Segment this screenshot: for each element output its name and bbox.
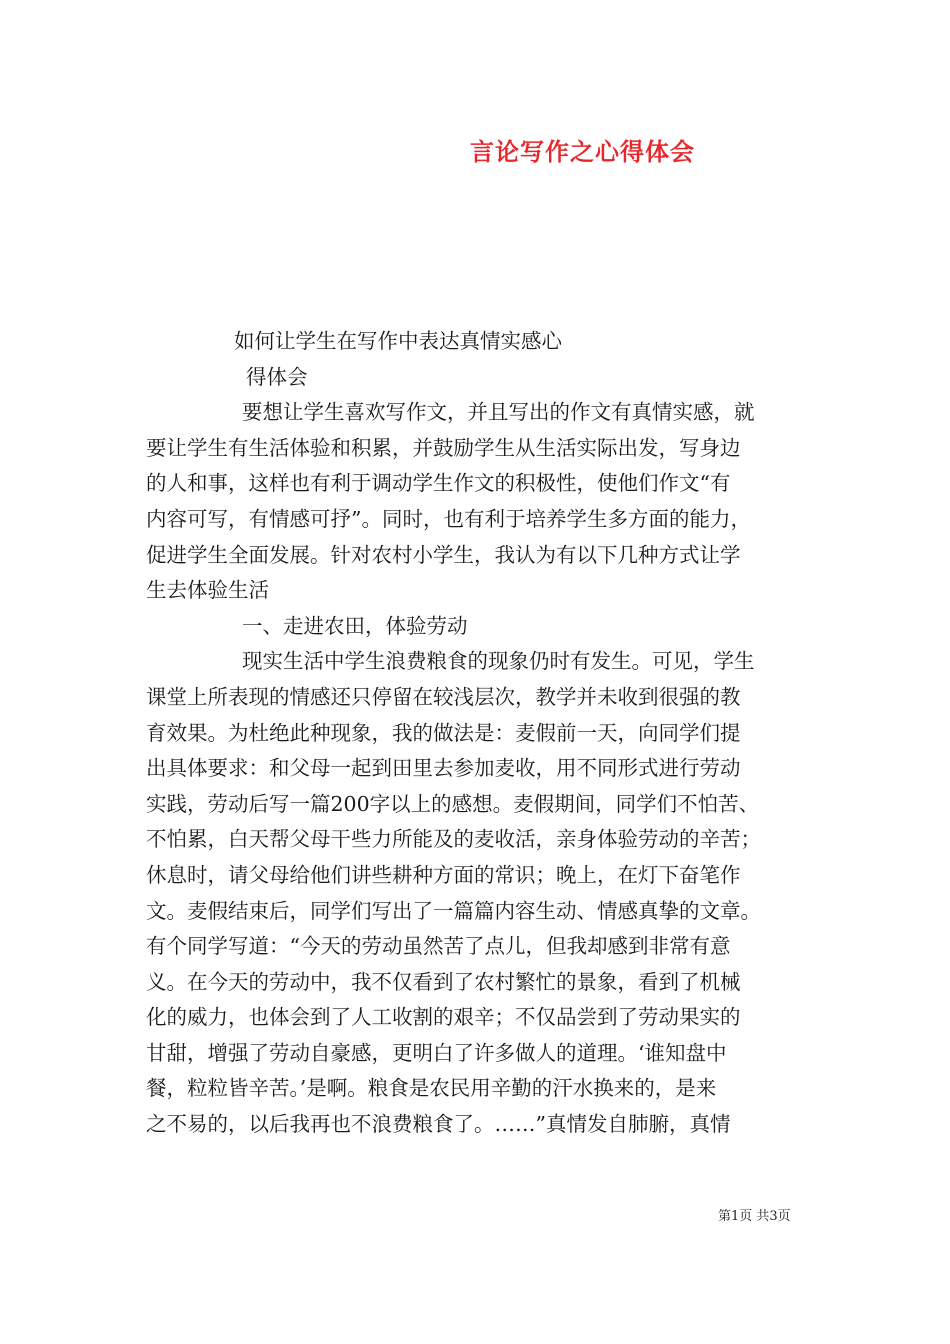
paragraph-line: 课堂上所表现的情感还只停留在较浅层次，教学并未收到很强的教 [146, 684, 741, 709]
page-number-footer: 第1页 共3页 [718, 1209, 791, 1224]
subtitle-line-2: 得体会 [246, 364, 308, 389]
subtitle-line-1: 如何让学生在写作中表达真情实感心 [234, 329, 562, 353]
paragraph-line: 内容可写，有情感可抒”。同时，也有利于培养学生多方面的能力， [146, 506, 751, 531]
paragraph-line: 餐，粒粒皆辛苦。’是啊。粮食是农民用辛勤的汗水换来的，是来 [146, 1076, 717, 1101]
paragraph-line: 实践，劳动后写一篇200字以上的感想。麦假期间，同学们不怕苦、 [146, 791, 760, 816]
paragraph-line: 的人和事，这样也有利于调动学生作文的积极性，使他们作文“有 [146, 471, 731, 496]
paragraph-line: 文。麦假结束后，同学们写出了一篇篇内容生动、情感真挚的文章。 [146, 898, 761, 923]
section-heading: 一、走进农田，体验劳动 [242, 613, 468, 638]
paragraph-line: 现实生活中学生浪费粮食的现象仍时有发生。可见，学生 [242, 649, 755, 674]
paragraph-line: 休息时，请父母给他们讲些耕种方面的常识；晚上，在灯下奋笔作 [146, 862, 741, 887]
paragraph-line: 生去体验生活 [146, 578, 269, 603]
paragraph-line: 化的威力，也体会到了人工收割的艰辛；不仅品尝到了劳动果实的 [146, 1005, 741, 1030]
paragraph-line: 出具体要求：和父母一起到田里去参加麦收，用不同形式进行劳动 [146, 756, 741, 781]
document-title: 言论写作之心得体会 [470, 137, 695, 166]
paragraph-line: 甘甜，增强了劳动自豪感，更明白了许多做人的道理。‘谁知盘中 [146, 1040, 727, 1065]
paragraph-line: 促进学生全面发展。针对农村小学生，我认为有以下几种方式让学 [146, 542, 741, 567]
paragraph-line: 要让学生有生活体验和积累，并鼓励学生从生活实际出发，写身边 [146, 435, 741, 460]
paragraph-line: 义。在今天的劳动中，我不仅看到了农村繁忙的景象，看到了机械 [146, 969, 741, 994]
paragraph-line: 不怕累，白天帮父母干些力所能及的麦收活，亲身体验劳动的辛苦； [146, 827, 761, 852]
paragraph-line: 要想让学生喜欢写作文，并且写出的作文有真情实感，就 [242, 400, 755, 425]
paragraph-line: 有个同学写道：“今天的劳动虽然苦了点儿，但我却感到非常有意 [146, 934, 731, 959]
document-body [146, 324, 808, 1143]
paragraph-line: 育效果。为杜绝此种现象，我的做法是：麦假前一天，向同学们提 [146, 720, 741, 745]
paragraph-line: 之不易的，以后我再也不浪费粮食了。……”真情发自肺腑，真情 [146, 1112, 731, 1137]
